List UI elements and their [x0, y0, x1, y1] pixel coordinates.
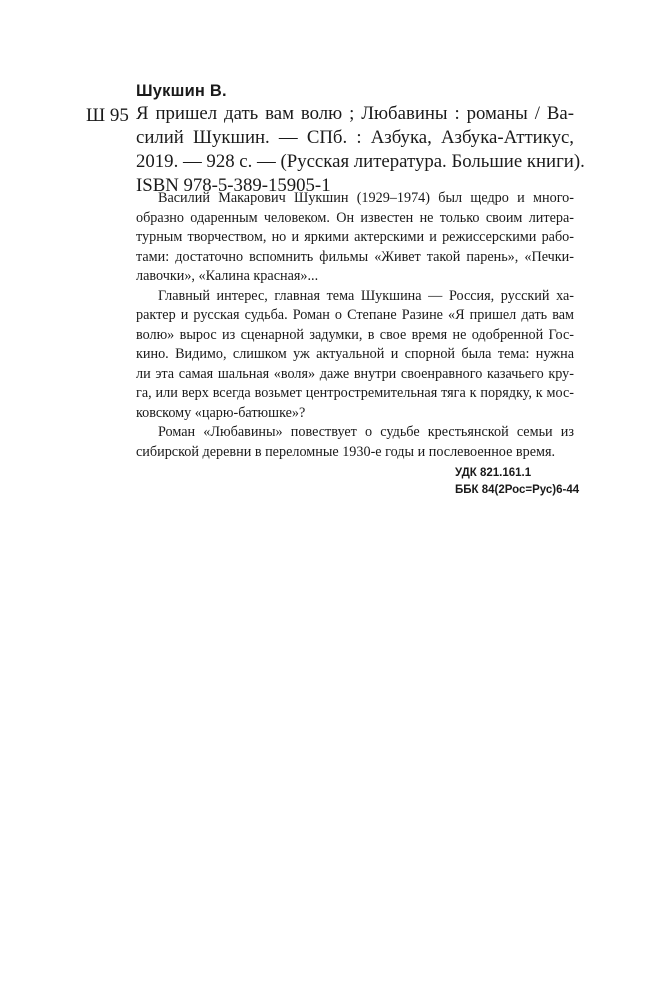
- annotation-line: кино. Видимо, слишком уж актуальной и спорной была тема: нужна: [136, 346, 574, 362]
- annotation-line: Роман «Любавины» повествует о судьбе крестьянской семьи из: [158, 424, 574, 440]
- annotation-line: сибирской деревни в переломные 1930-е годы и послевоенное время.: [136, 443, 556, 460]
- annotation-line: лавочки», «Калина красная»...: [136, 268, 319, 284]
- annotation-line: тами: достаточно вспомнить фильмы «Живет такой парень», «Печки-: [136, 248, 574, 265]
- annotation-line: волю» вырос из сценарной задумки, в свое время не одобренной Гос-: [136, 326, 574, 343]
- annotation-line: рактер и русская судьба. Роман о Степане Разине «Я пришел дать вам: [136, 307, 574, 323]
- bibliographic-line: силий Шукшин. — СПб. : Азбука, Азбука-Аттикус,: [136, 127, 574, 148]
- annotation: [136, 189, 574, 462]
- annotation-line: га, или верх всегда возьмет центростремительная тяга к порядку, к мос-: [136, 385, 574, 401]
- annotation-line: ли эта самая шальная «воля» даже внутри своенравного казачьего кру-: [136, 365, 574, 382]
- annotation-line: ковскому «царю-батюшке»?: [136, 404, 306, 421]
- annotation-line: Василий Макарович Шукшин (1929–1974) был щедро и много-: [158, 190, 574, 206]
- bibliographic-line: Я пришел дать вам волю ; Любавины : романы / Ва-: [136, 103, 574, 124]
- bibliographic-line: 2019. — 928 с. — (Русская литература. Большие книги).: [136, 151, 585, 172]
- annotation-paragraph: [136, 189, 574, 287]
- bibliographic-record: [136, 102, 585, 198]
- isbn-line: ISBN 978-5-389-15905-1: [136, 175, 331, 196]
- annotation-line: турным творчеством, но и яркими актерскими и режиссерскими рабо-: [136, 229, 574, 245]
- udk-code: УДК 821.161.1: [455, 467, 532, 479]
- annotation-line: Главный интерес, главная тема Шукшина — Россия, русский ха-: [158, 287, 574, 304]
- catalog-code: Ш 95: [86, 105, 129, 126]
- annotation-paragraph: [136, 423, 574, 462]
- bbk-code: ББК 84(2Рос=Рус)6-44: [455, 484, 580, 496]
- author-heading: Шукшин В.: [136, 82, 227, 100]
- classification-codes: [455, 465, 579, 499]
- annotation-paragraph: [136, 287, 574, 424]
- annotation-line: образно одаренным человеком. Он известен не только своим литера-: [136, 209, 574, 226]
